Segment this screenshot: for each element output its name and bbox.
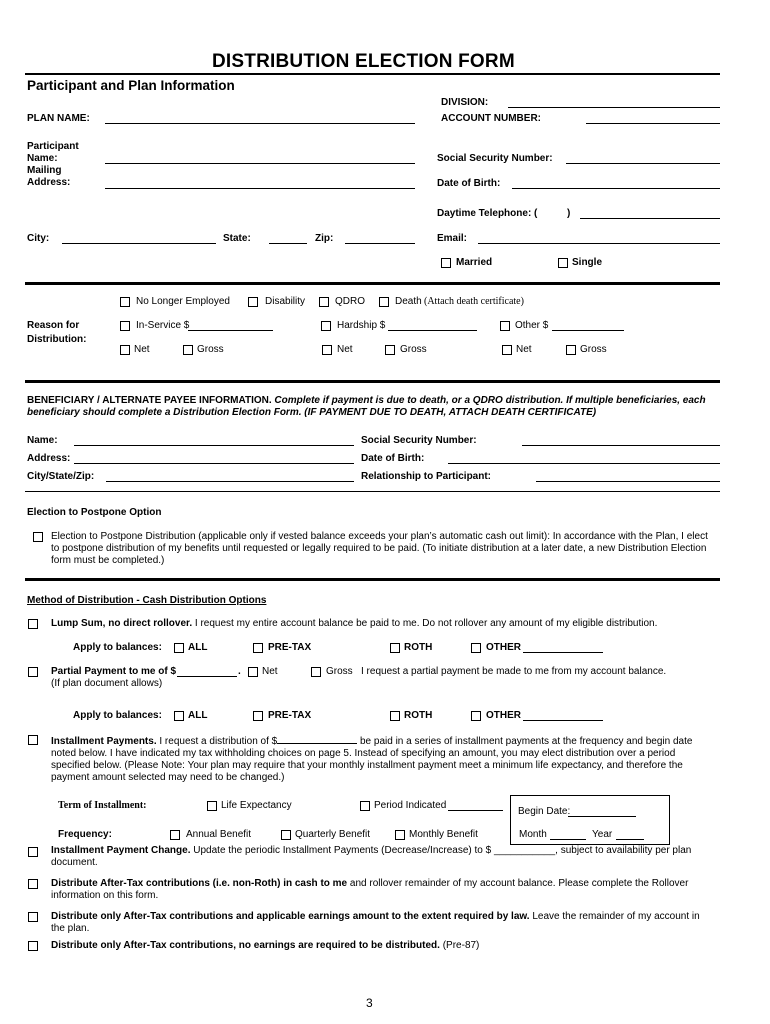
qdro-label: QDRO <box>335 296 365 307</box>
hardship-gross-label: Gross <box>400 344 427 355</box>
in-service-net-label: Net <box>134 344 150 355</box>
married-checkbox[interactable] <box>441 258 451 268</box>
term-label: Term of Installment: <box>58 800 147 811</box>
aftertax-cash-title: Distribute After-Tax contributions (i.e. non-Roth) in cash to me <box>51 878 348 889</box>
other-net-label: Net <box>516 344 532 355</box>
lump-sum-description: I request my entire account balance be paid to me. Do not rollover any amount of my eligible distribution. <box>192 618 658 629</box>
monthly-checkbox[interactable] <box>395 830 405 840</box>
email-field[interactable] <box>478 243 720 244</box>
dob-label: Date of Birth: <box>437 178 501 189</box>
roth-checkbox-2[interactable] <box>390 711 400 721</box>
section-rule-1 <box>25 282 720 285</box>
participant-heading: Participant and Plan Information <box>27 78 235 93</box>
partial-gross-label: Gross <box>326 666 353 677</box>
participant-name-label: Participant Name: <box>27 141 79 164</box>
no-longer-employed-checkbox[interactable] <box>120 297 130 307</box>
method-heading: Method of Distribution - Cash Distribution Options <box>27 595 267 606</box>
reason-label: Reason for Distribution: <box>27 320 87 345</box>
division-label: DIVISION: <box>441 97 489 108</box>
beneficiary-dob-label: Date of Birth: <box>361 453 425 464</box>
installment-text <box>51 734 716 784</box>
section-rule-3 <box>25 491 720 492</box>
state-label: State: <box>223 233 251 244</box>
beneficiary-intro-heading: BENEFICIARY / ALTERNATE PAYEE INFORMATION. <box>27 395 275 406</box>
beneficiary-city-field[interactable] <box>106 481 354 482</box>
begin-date-field[interactable] <box>568 816 636 817</box>
page-number: 3 <box>366 996 373 1010</box>
aftertax-no-earnings-description: (Pre-87) <box>439 940 480 951</box>
postpone-heading: Election to Postpone Option <box>27 507 162 518</box>
aftertax-no-earnings-title: Distribute only After-Tax contributions, no earnings are required to be distributed. <box>51 940 440 951</box>
plan-name-label: PLAN NAME: <box>27 113 90 124</box>
period-field[interactable] <box>448 810 503 811</box>
hardship-amount-field[interactable] <box>388 330 477 331</box>
beneficiary-intro <box>27 395 720 419</box>
all-checkbox-2[interactable] <box>174 711 184 721</box>
in-service-net-checkbox[interactable] <box>120 345 130 355</box>
disability-checkbox[interactable] <box>248 297 258 307</box>
section-rule-4 <box>25 578 720 581</box>
mailing-address-field[interactable] <box>105 188 415 189</box>
title-rule <box>25 73 720 75</box>
married-label: Married <box>456 257 493 268</box>
roth-label-2: ROTH <box>404 710 433 721</box>
city-field[interactable] <box>62 243 216 244</box>
participant-name-field[interactable] <box>105 163 415 164</box>
dob-field[interactable] <box>512 188 720 189</box>
postpone-checkbox[interactable] <box>33 532 43 542</box>
all-checkbox-1[interactable] <box>174 643 184 653</box>
account-number-label: ACCOUNT NUMBER: <box>441 113 541 124</box>
in-service-checkbox[interactable] <box>120 321 130 331</box>
beneficiary-address-field[interactable] <box>74 463 354 464</box>
installment-change-text <box>51 845 716 869</box>
death-checkbox[interactable] <box>379 297 389 307</box>
aftertax-no-earnings-checkbox[interactable] <box>28 941 38 951</box>
installment-amount-field[interactable] <box>277 734 357 744</box>
all-label-2: ALL <box>188 710 208 721</box>
year-field[interactable] <box>616 839 644 840</box>
pretax-checkbox-2[interactable] <box>253 711 263 721</box>
death-note: (Attach death certificate) <box>424 296 524 307</box>
life-expectancy-checkbox[interactable] <box>207 801 217 811</box>
other-reason-checkbox[interactable] <box>500 321 510 331</box>
quarterly-checkbox[interactable] <box>281 830 291 840</box>
hardship-net-label: Net <box>337 344 353 355</box>
partial-dot: . <box>238 666 241 677</box>
in-service-gross-checkbox[interactable] <box>183 345 193 355</box>
frequency-label: Frequency: <box>58 829 112 840</box>
lump-sum-checkbox[interactable] <box>28 619 38 629</box>
other-balance-checkbox-1[interactable] <box>471 643 481 653</box>
aftertax-earnings-description: Leave the remainder of my account in the plan. <box>51 911 700 934</box>
single-label: Single <box>572 257 603 268</box>
partial-payment-checkbox[interactable] <box>28 667 38 677</box>
partial-amount-field[interactable] <box>177 676 237 677</box>
begin-date-label: Begin Date: <box>518 806 571 817</box>
installment-change-description: Update the periodic Installment Payments (Decrease/Increase) to $ ___________, subject to availability per plan document. <box>51 845 692 868</box>
lump-sum-text <box>51 618 657 629</box>
partial-net-label: Net <box>262 666 278 677</box>
division-field[interactable] <box>508 107 720 108</box>
pretax-label-1: PRE-TAX <box>268 642 312 653</box>
installment-change-checkbox[interactable] <box>28 847 38 857</box>
beneficiary-ssn-field[interactable] <box>522 445 720 446</box>
beneficiary-name-field[interactable] <box>74 445 354 446</box>
hardship-net-checkbox[interactable] <box>322 345 332 355</box>
installment-text-2: be paid in a series of installment payments at the frequency and begin date noted below. I have indicated my tax withholding choices on page 5. Instead of specifying an amount, you may elect distribution over a period specified below. (Please Note: Your plan may require that your monthly installment payment meet a minimum life expectancy, and therefore the payment amount selected may need to be changed.) <box>51 736 693 783</box>
beneficiary-address-label: Address: <box>27 453 71 464</box>
account-number-field[interactable] <box>586 123 720 124</box>
hardship-checkbox[interactable] <box>321 321 331 331</box>
annual-label: Annual Benefit <box>186 829 252 840</box>
zip-field[interactable] <box>345 243 415 244</box>
roth-label-1: ROTH <box>404 642 433 653</box>
beneficiary-ssn-label: Social Security Number: <box>361 435 477 446</box>
partial-payment-title: Partial Payment to me of $ <box>51 666 177 677</box>
ssn-field[interactable] <box>566 163 720 164</box>
all-label-1: ALL <box>188 642 208 653</box>
beneficiary-dob-field[interactable] <box>448 463 720 464</box>
apply-balances-label-2: Apply to balances: <box>73 710 162 721</box>
postpone-text: Election to Postpone Distribution (applicable only if vested balance exceeds your plan’s automatic cash out limit): In accordance with the Plan, I elect to postpone distribution of my benefits until requested or legally required to be paid. (To initiate distribution at a later date, a new Distribution Election form must be completed.) <box>51 531 708 566</box>
installment-title: Installment Payments. <box>51 736 157 747</box>
monthly-label: Monthly Benefit <box>409 829 478 840</box>
period-indicated-label: Period Indicated <box>374 800 447 811</box>
in-service-gross-label: Gross <box>197 344 224 355</box>
partial-net-checkbox[interactable] <box>248 667 258 677</box>
other-gross-checkbox[interactable] <box>566 345 576 355</box>
hardship-label: Hardship $ <box>337 320 386 331</box>
in-service-amount-field[interactable] <box>188 330 273 331</box>
aftertax-earnings-title: Distribute only After-Tax contributions and applicable earnings amount to the extent required by law. <box>51 911 530 922</box>
aftertax-cash-description: and rollover remainder of my account balance. Please complete the Rollover information on this form. <box>51 878 689 901</box>
aftertax-earnings-text <box>51 911 716 935</box>
beneficiary-city-label: City/State/Zip: <box>27 471 95 482</box>
beneficiary-intro-note: Complete if payment is due to death, or a QDRO distribution. If multiple beneficiaries, each beneficiary should complete a Distribution Election Form. (IF PAYMENT DUE TO DEATH, ATTACH DEATH CERTIFICATE) <box>27 395 706 418</box>
apply-balances-label-1: Apply to balances: <box>73 642 162 653</box>
beneficiary-name-label: Name: <box>27 435 58 446</box>
period-indicated-checkbox[interactable] <box>360 801 370 811</box>
life-expectancy-label: Life Expectancy <box>221 800 292 811</box>
state-field[interactable] <box>269 243 307 244</box>
other-balance-label-1: OTHER <box>486 642 521 653</box>
other-reason-amount-field[interactable] <box>552 330 624 331</box>
city-label: City: <box>27 233 50 244</box>
other-net-checkbox[interactable] <box>502 345 512 355</box>
section-rule-2 <box>25 380 720 383</box>
email-label: Email: <box>437 233 468 244</box>
mailing-address-label: Mailing Address: <box>27 165 71 188</box>
other-balance-field-2[interactable] <box>523 720 603 721</box>
form-title: DISTRIBUTION ELECTION FORM <box>212 51 515 72</box>
other-gross-label: Gross <box>580 344 607 355</box>
quarterly-label: Quarterly Benefit <box>295 829 371 840</box>
month-field[interactable] <box>550 839 586 840</box>
no-longer-employed-label: No Longer Employed <box>136 296 230 307</box>
partial-description: I request a partial payment be made to me from my account balance. <box>361 666 667 677</box>
aftertax-cash-text <box>51 878 716 902</box>
single-checkbox[interactable] <box>558 258 568 268</box>
phone-label: Daytime Telephone: ( <box>437 208 538 219</box>
phone-close-paren: ) <box>567 208 571 219</box>
disability-label: Disability <box>265 296 306 307</box>
pretax-label-2: PRE-TAX <box>268 710 312 721</box>
other-balance-field-1[interactable] <box>523 652 603 653</box>
relationship-label: Relationship to Participant: <box>361 471 492 482</box>
relationship-field[interactable] <box>536 481 720 482</box>
in-service-label: In-Service $ <box>136 320 190 331</box>
other-balance-checkbox-2[interactable] <box>471 711 481 721</box>
qdro-checkbox[interactable] <box>319 297 329 307</box>
partial-note: (If plan document allows) <box>51 678 163 689</box>
aftertax-earnings-checkbox[interactable] <box>28 912 38 922</box>
plan-name-field[interactable] <box>105 123 415 124</box>
installment-change-title: Installment Payment Change. <box>51 845 191 856</box>
lump-sum-title: Lump Sum, no direct rollover. <box>51 618 193 629</box>
annual-checkbox[interactable] <box>170 830 180 840</box>
death-label: Death <box>395 296 422 307</box>
year-label: Year <box>592 829 613 840</box>
roth-checkbox-1[interactable] <box>390 643 400 653</box>
other-reason-label: Other $ <box>515 320 549 331</box>
zip-label: Zip: <box>315 233 334 244</box>
ssn-label: Social Security Number: <box>437 153 553 164</box>
aftertax-no-earnings-text <box>51 940 479 951</box>
aftertax-cash-checkbox[interactable] <box>28 879 38 889</box>
phone-field[interactable] <box>580 218 720 219</box>
installment-text-1: I request a distribution of $ <box>156 736 278 747</box>
hardship-gross-checkbox[interactable] <box>385 345 395 355</box>
month-label: Month <box>519 829 547 840</box>
partial-gross-checkbox[interactable] <box>311 667 321 677</box>
pretax-checkbox-1[interactable] <box>253 643 263 653</box>
other-balance-label-2: OTHER <box>486 710 521 721</box>
installment-checkbox[interactable] <box>28 735 38 745</box>
